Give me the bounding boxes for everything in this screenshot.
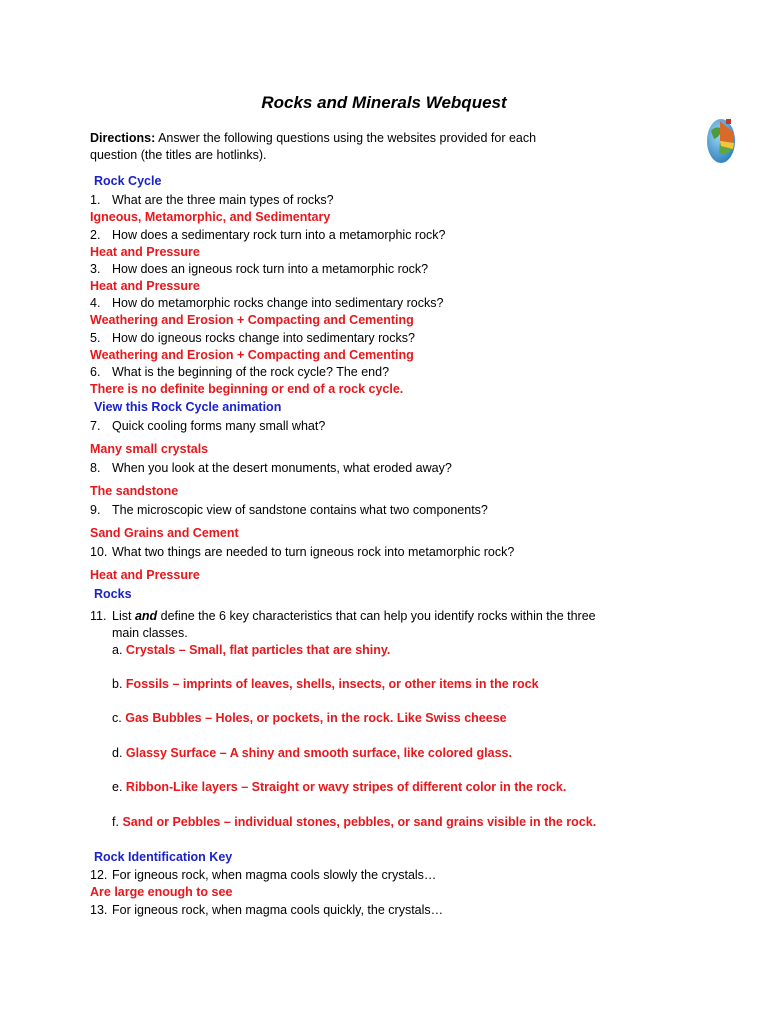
question-number: 9. bbox=[90, 503, 101, 517]
question-text: For igneous rock, when magma cools quickly, the crystals… bbox=[112, 903, 444, 917]
question-12 bbox=[90, 868, 436, 883]
answer-10: Heat and Pressure bbox=[90, 568, 200, 582]
question-number: 5. bbox=[90, 331, 101, 345]
answer-3: Heat and Pressure bbox=[90, 279, 200, 293]
item-letter: c. bbox=[112, 711, 122, 725]
link-rocks[interactable]: Rocks bbox=[94, 587, 132, 601]
directions-text-1: Answer the following questions using the websites provided for each bbox=[158, 131, 537, 145]
question-number: 4. bbox=[90, 296, 101, 310]
page-title: Rocks and Minerals Webquest bbox=[261, 93, 507, 112]
question-number: 6. bbox=[90, 365, 101, 379]
answer-2: Heat and Pressure bbox=[90, 245, 200, 259]
question-text: How do metamorphic rocks change into sedimentary rocks? bbox=[112, 296, 444, 310]
question-7 bbox=[90, 419, 325, 434]
question-text: For igneous rock, when magma cools slowly the crystals… bbox=[112, 868, 437, 882]
directions-line-2: question (the titles are hotlinks). bbox=[90, 148, 267, 162]
question-13 bbox=[90, 903, 443, 918]
characteristic-c bbox=[112, 711, 507, 726]
item-text: Glassy Surface – A shiny and smooth surface, like colored glass. bbox=[125, 746, 512, 760]
question-text: What is the beginning of the rock cycle? The end? bbox=[112, 365, 390, 379]
characteristic-b bbox=[112, 677, 539, 692]
question-11-line-2: main classes. bbox=[112, 626, 188, 640]
question-text: How do igneous rocks change into sedimentary rocks? bbox=[112, 331, 415, 345]
question-number: 1. bbox=[90, 193, 101, 207]
earth-globe-icon bbox=[706, 113, 736, 165]
question-5 bbox=[90, 331, 415, 346]
directions-label: Directions: bbox=[90, 131, 156, 145]
question-text: What are the three main types of rocks? bbox=[112, 193, 334, 207]
question-text: Quick cooling forms many small what? bbox=[112, 419, 326, 433]
item-letter: f. bbox=[112, 815, 119, 829]
question-text: What two things are needed to turn igneous rock into metamorphic rock? bbox=[112, 545, 515, 559]
question-10 bbox=[90, 545, 514, 560]
question-number: 8. bbox=[90, 461, 101, 475]
characteristic-f bbox=[112, 815, 596, 830]
characteristic-d bbox=[112, 746, 512, 761]
directions-line-1 bbox=[90, 131, 536, 146]
answer-1: Igneous, Metamorphic, and Sedimentary bbox=[90, 210, 331, 224]
item-text: Ribbon-Like layers – Straight or wavy stripes of different color in the rock. bbox=[125, 780, 567, 794]
link-rock-cycle[interactable]: Rock Cycle bbox=[94, 174, 162, 188]
item-text: Crystals – Small, flat particles that are shiny. bbox=[125, 643, 391, 657]
question-text: The microscopic view of sandstone contains what two components? bbox=[112, 503, 488, 517]
answer-12: Are large enough to see bbox=[90, 885, 233, 899]
answer-4: Weathering and Erosion + Compacting and Cementing bbox=[90, 313, 414, 327]
question-number: 12. bbox=[90, 868, 108, 882]
question-number: 3. bbox=[90, 262, 101, 276]
answer-9: Sand Grains and Cement bbox=[90, 526, 239, 540]
item-letter: b. bbox=[112, 677, 123, 691]
question-number: 11. bbox=[90, 609, 107, 623]
answer-8: The sandstone bbox=[90, 484, 179, 498]
item-text: Gas Bubbles – Holes, or pockets, in the rock. Like Swiss cheese bbox=[125, 711, 507, 725]
item-text: Sand or Pebbles – individual stones, pebbles, or sand grains visible in the rock. bbox=[122, 815, 597, 829]
question-2 bbox=[90, 228, 445, 243]
item-letter: d. bbox=[112, 746, 123, 760]
question-number: 2. bbox=[90, 228, 101, 242]
question-text: How does an igneous rock turn into a metamorphic rock? bbox=[112, 262, 429, 276]
question-text: How does a sedimentary rock turn into a metamorphic rock? bbox=[112, 228, 446, 242]
question-11 bbox=[90, 609, 596, 624]
characteristic-a bbox=[112, 643, 390, 658]
question-text-post: define the 6 key characteristics that can help you identify rocks within the three bbox=[160, 609, 596, 623]
question-9 bbox=[90, 503, 488, 518]
question-number: 7. bbox=[90, 419, 101, 433]
question-1 bbox=[90, 193, 334, 208]
question-text-and: and bbox=[134, 609, 158, 623]
item-text: Fossils – imprints of leaves, shells, insects, or other items in the rock bbox=[125, 677, 539, 691]
question-number: 10. bbox=[90, 545, 108, 559]
question-8 bbox=[90, 461, 452, 476]
link-rock-identification-key[interactable]: Rock Identification Key bbox=[94, 850, 233, 864]
item-letter: a. bbox=[112, 643, 123, 657]
question-3 bbox=[90, 262, 428, 277]
question-4 bbox=[90, 296, 443, 311]
answer-7: Many small crystals bbox=[90, 442, 209, 456]
answer-5: Weathering and Erosion + Compacting and Cementing bbox=[90, 348, 414, 362]
question-6 bbox=[90, 365, 389, 380]
question-number: 13. bbox=[90, 903, 108, 917]
answer-6: There is no definite beginning or end of a rock cycle. bbox=[90, 382, 404, 396]
question-text: When you look at the desert monuments, what eroded away? bbox=[112, 461, 452, 475]
characteristic-e bbox=[112, 780, 566, 795]
question-text-pre: List bbox=[112, 609, 132, 623]
link-rock-cycle-animation[interactable]: View this Rock Cycle animation bbox=[94, 400, 282, 414]
item-letter: e. bbox=[112, 780, 123, 794]
